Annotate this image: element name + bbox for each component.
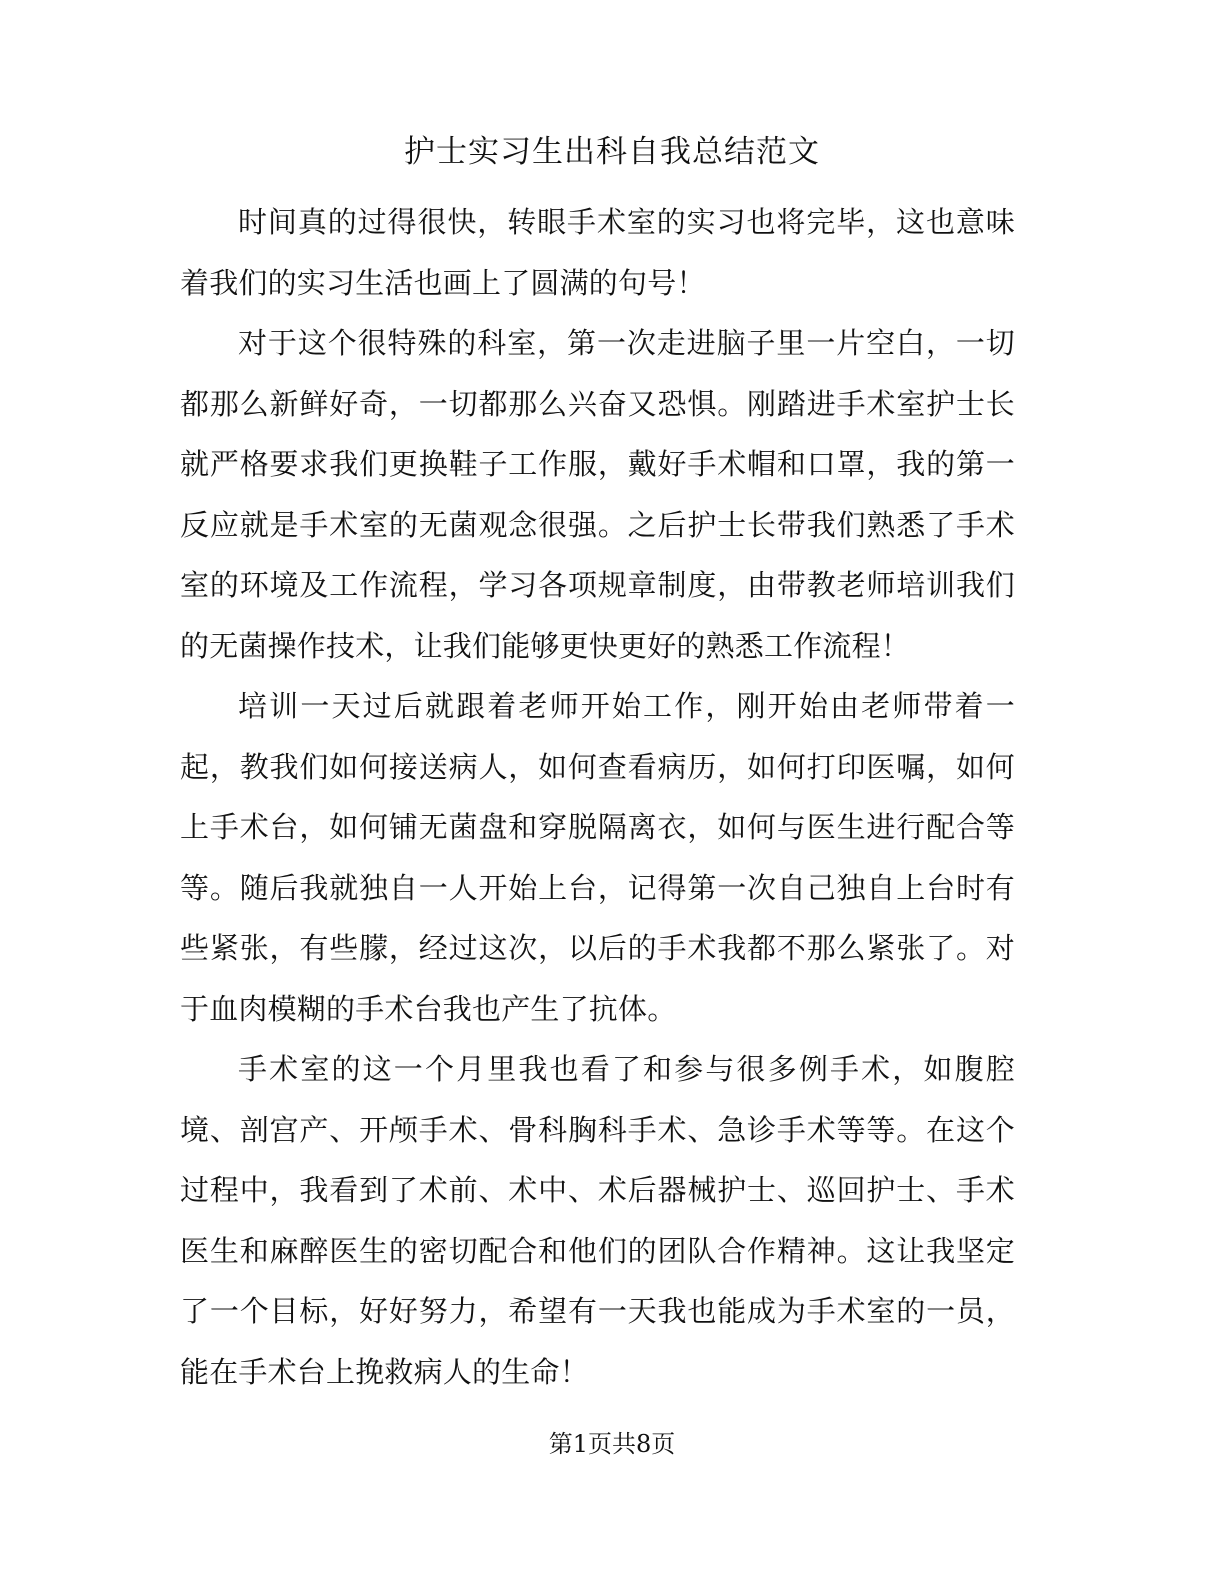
paragraph-4: 手术室的这一个月里我也看了和参与很多例手术，如腹腔境、剖宫产、开颅手术、骨科胸科手术、急诊手术等等。在这个过程中，我看到了术前、术中、术后器械护士、巡回护士、手术医生和麻醉医生的密切配合和他们的团队合作精神。这让我坚定了一个目标，好好努力，希望有一天我也能成为手术室的一员，能在手术台上挽救病人的生命！ [180,1052,1015,1389]
document-title: 护士实习生出科自我总结范文 [404,134,820,170]
page-number-footer: 第1页共8页 [548,1430,676,1458]
paragraph-3: 培训一天过后就跟着老师开始工作，刚开始由老师带着一起，教我们如何接送病人，如何查看病历，如何打印医嘱，如何上手术台，如何铺无菌盘和穿脱隔离衣，如何与医生进行配合等等。随后我就独自一人开始上台，记得第一次自己独自上台时有些紧张，有些朦，经过这次，以后的手术我都不那么紧张了。对于血肉模糊的手术台我也产生了抗体。 [180,689,1015,1026]
paragraph-1: 时间真的过得很快，转眼手术室的实习也将完毕，这也意味着我们的实习生活也画上了圆满的句号！ [180,205,1015,300]
document-body [180,192,1015,1402]
paragraph-2: 对于这个很特殊的科室，第一次走进脑子里一片空白，一切都那么新鲜好奇，一切都那么兴奋又恐惧。刚踏进手术室护士长就严格要求我们更换鞋子工作服，戴好手术帽和口罩，我的第一反应就是手术室的无菌观念很强。之后护士长带我们熟悉了手术室的环境及工作流程，学习各项规章制度，由带教老师培训我们的无菌操作技术，让我们能够更快更好的熟悉工作流程！ [180,326,1015,663]
